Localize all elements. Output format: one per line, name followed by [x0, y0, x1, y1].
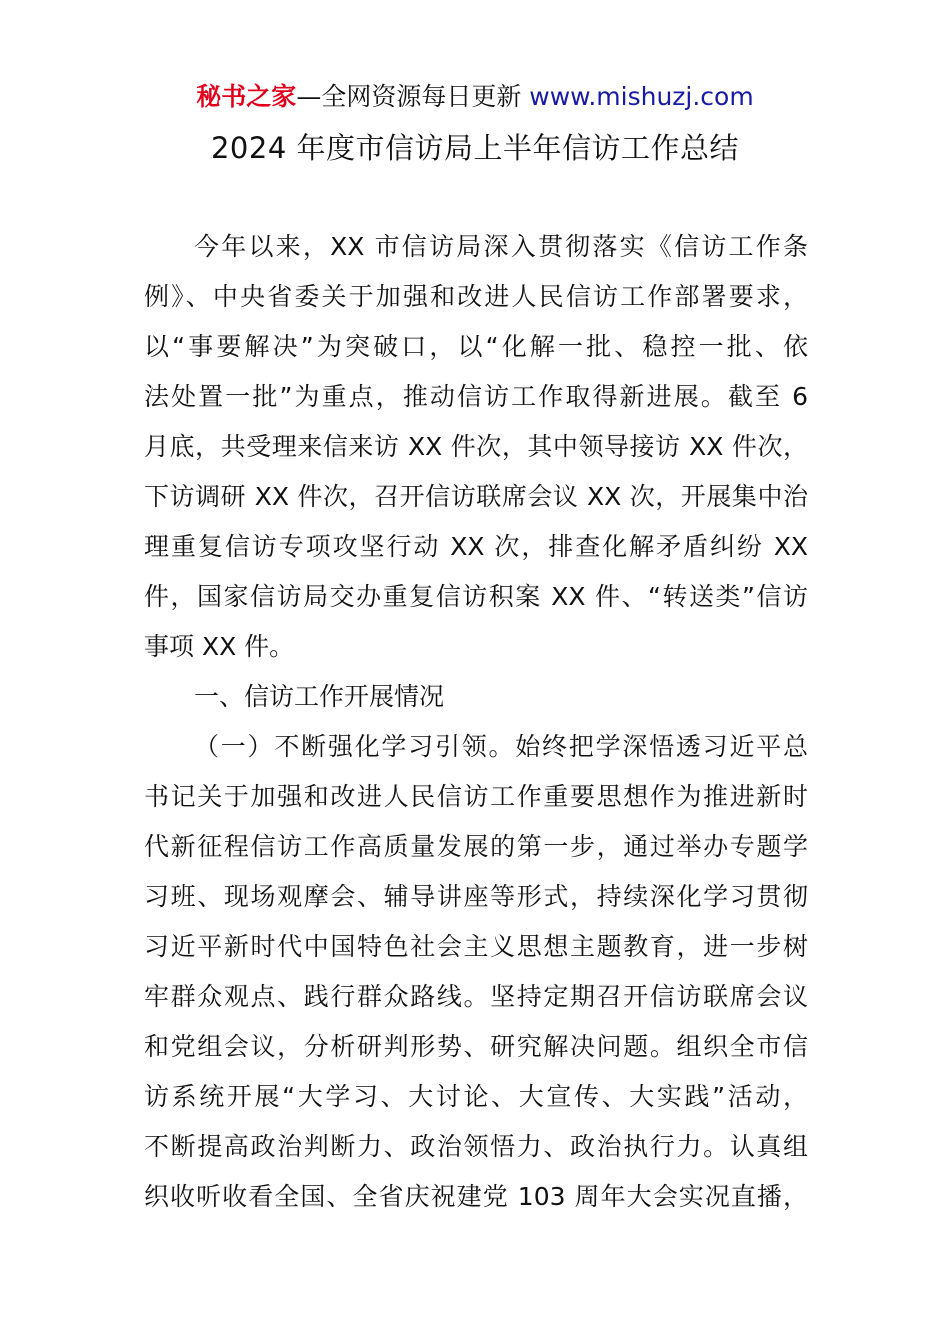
document-body — [144, 222, 808, 1222]
paragraph-line: 事项 XX 件。 — [144, 632, 295, 661]
document-title: 2024 年度市信访局上半年信访工作总结 — [210, 131, 740, 165]
paragraph-line: 件，国家信访局交办重复信访积案 XX 件、“转送类”信访 — [144, 582, 808, 611]
paragraph-line: 牢群众观点、践行群众路线。坚持定期召开信访联席会议 — [144, 982, 808, 1011]
paragraph-line: 习近平新时代中国特色社会主义思想主题教育，进一步树 — [144, 932, 808, 961]
site-url-link[interactable]: www.mishuzj.com — [529, 82, 754, 111]
paragraph-line: 不断提高政治判断力、政治领悟力、政治执行力。认真组 — [144, 1132, 808, 1161]
site-brand: 秘书之家 — [196, 82, 297, 111]
paragraph-line: 理重复信访专项攻坚行动 XX 次，排查化解矛盾纠纷 XX — [144, 532, 808, 561]
site-tagline: —全网资源每日更新 — [296, 82, 522, 111]
paragraph-line: 月底，共受理来信来访 XX 件次，其中领导接访 XX 件次， — [144, 432, 808, 461]
paragraph-line: 访系统开展“大学习、大讨论、大宣传、大实践”活动， — [144, 1082, 808, 1111]
paragraph-line: 和党组会议，分析研判形势、研究解决问题。组织全市信 — [144, 1032, 808, 1061]
paragraph-line: 下访调研 XX 件次，召开信访联席会议 XX 次，开展集中治 — [144, 482, 808, 511]
paragraph-line: 例》、中央省委关于加强和改进人民信访工作部署要求， — [144, 282, 808, 311]
paragraph-line: 以“事要解决”为突破口，以“化解一批、稳控一批、依 — [144, 332, 808, 361]
paragraph-line: 今年以来，XX 市信访局深入贯彻落实《信访工作条 — [194, 232, 808, 261]
paragraph-line: （一）不断强化学习引领。始终把学深悟透习近平总 — [194, 732, 808, 761]
paragraph-line: 代新征程信访工作高质量发展的第一步，通过举办专题学 — [144, 832, 808, 861]
section-heading: 一、信访工作开展情况 — [194, 682, 445, 711]
paragraph-line: 织收听收看全国、全省庆祝建党 103 周年大会实况直播， — [144, 1182, 808, 1211]
site-header — [0, 80, 950, 114]
paragraph-line: 书记关于加强和改进人民信访工作重要思想作为推进新时 — [144, 782, 808, 811]
paragraph-line: 法处置一批”为重点，推动信访工作取得新进展。截至 6 — [144, 382, 808, 411]
paragraph-line: 习班、现场观摩会、辅导讲座等形式，持续深化学习贯彻 — [144, 882, 808, 911]
